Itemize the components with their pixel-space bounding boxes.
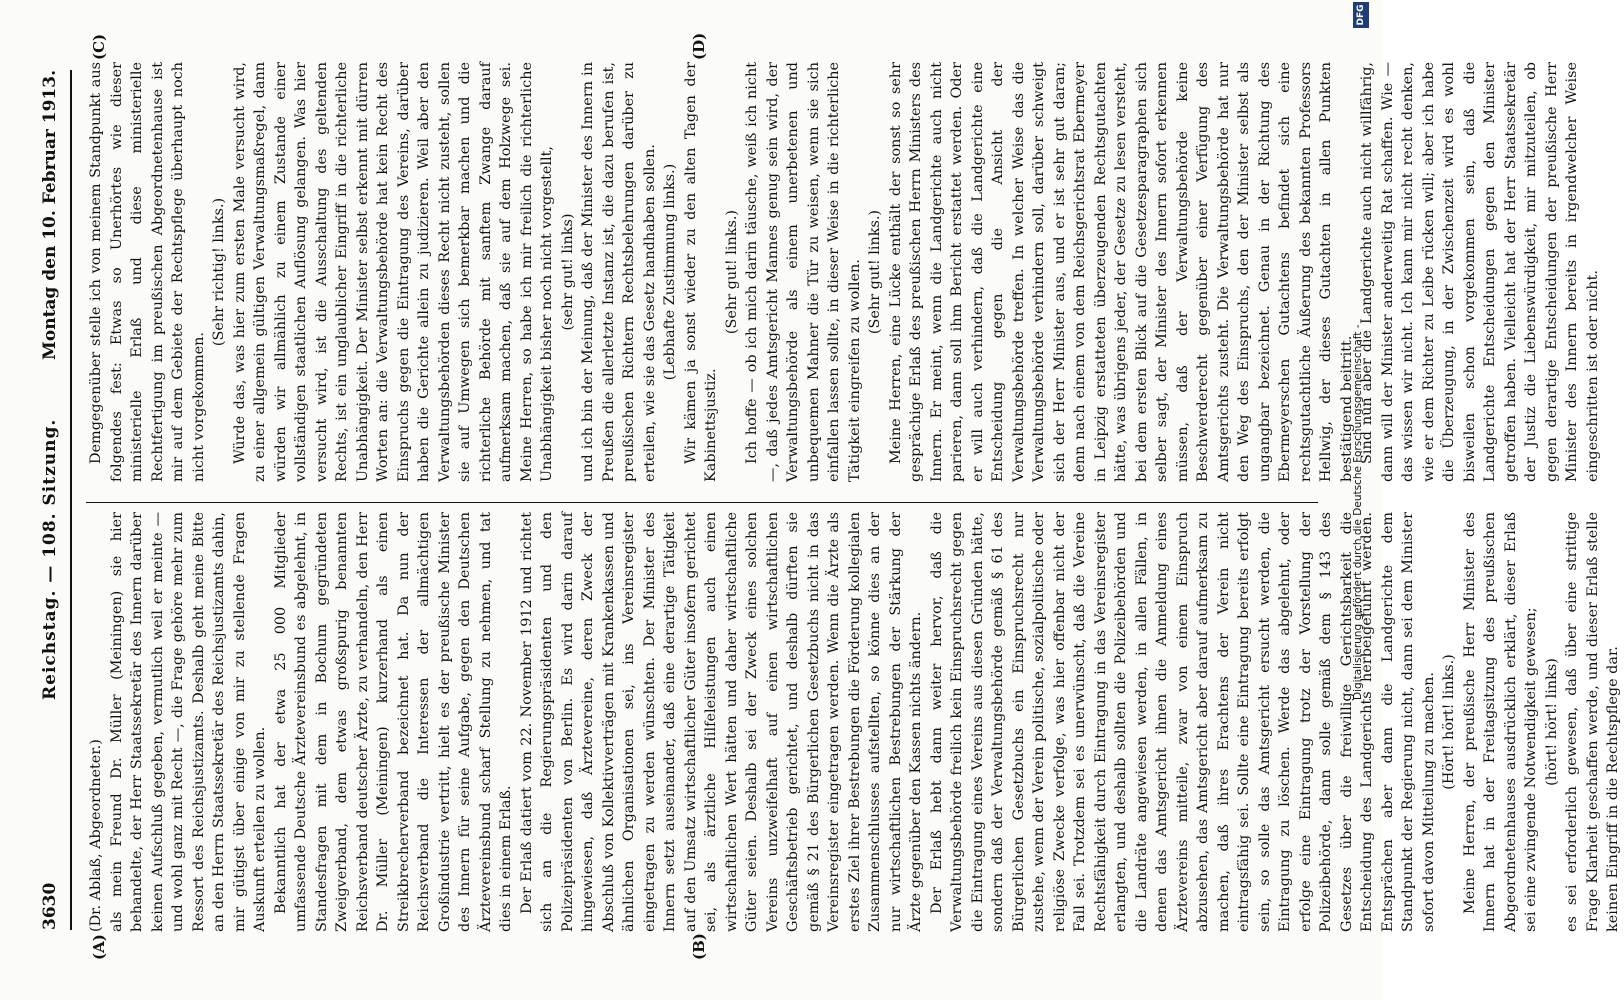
paragraph: und ich bin der Meinung, daß der Minister des Innern in Preußen die allerletzte Instanz ist, die dazu berufen ist, preußischen Richtern Rechtsbelehrungen darüber zu erteilen, wie sie das Gesetz handhaben sollen. bbox=[580, 62, 658, 482]
paragraph: Sind nun aber die Landgerichte auch nicht willfährig, dann will der Minister anderweitig Rat schaffen. Wie — das wissen wir nicht. Ich kann mir nicht recht denken, wie er dem Richter zu Leibe rücken will; aber ich habe die Überzeugung, in der Zwischenzeit wird es wohl bisweilen schon vorgekommen sein, daß die Landgerichte Entscheidungen gegen den Minister getroffen haben. Vielleicht hat der Herr Staatssekretär der Justiz die Liebenswürdigkeit, mir mitzuteilen, ob gegen derartige Entscheidungen der preußische Herr Minister des Innern bereits in irgendwelcher Weise eingeschritten ist oder nicht. bbox=[1359, 62, 1601, 482]
paragraph: Würde das, was hier zum ersten Male versucht wird, zu einer allgemein gültigen Verwaltungsmaßregel, dann würden wir allmählich zu einem Zustande einer vollständigen staatlichen Auflösung gelangen. Was hier versucht wird, ist die Ausschaltung des geltenden Rechts, ist ein unglaublicher Eingriff in die richterliche Unabhängigkeit. Der Minister selbst erkennt mit dürren Worten an: die Verwaltungsbehörde hat kein Recht des Einspruchs gegen die Eintragung des Vereins, darüber haben die Gerichte allein zu judizieren. Weil aber den Verwaltungsbehörden dieses Recht nicht zusteht, sollen sie auf Umwegen sich bemerkbar machen und die richterliche Behörde mit sanftem Zwange darauf aufmerksam machen, daß sie auf dem Holzwege sei. Meine Herren, so habe ich mir freilich die richterliche Unabhängigkeit bisher noch nicht vorgestellt, bbox=[231, 62, 555, 482]
page-number: 3630 bbox=[40, 882, 60, 930]
margin-marker-b: (B) bbox=[690, 933, 708, 960]
page-header bbox=[32, 70, 72, 930]
paragraph: Demgegenüber stelle ich von meinem Standpunkt aus folgendes fest: Etwas so Unerhörtes wie dieser ministerielle Erlaß und diese ministerielle Rechtfertigung im preußischen Abgeordnetenhause ist mir auf dem Gebiete der Rechtspflege überhaupt noch nicht vorgekommen. bbox=[88, 62, 207, 482]
interjection: (hört! hört! links) bbox=[1543, 658, 1560, 786]
session-date: Montag den 10. Februar 1913. bbox=[40, 70, 60, 360]
paragraph: es sei erforderlich gewesen, daß über eine strittige Frage Klarheit geschaffen werde, und dieser Erlaß stelle keinen Eingriff in die Rechtspflege dar. bbox=[1564, 512, 1621, 932]
interjection: (Sehr richtig! links.) bbox=[211, 197, 227, 347]
header-rule bbox=[70, 70, 72, 930]
paragraph: als mein Freund Dr. Müller (Meiningen) sie hier behandelte, der Herr Staatssekretär des Innern darüber keinen Aufschluß gegeben, vermutlich weil er meinte — und wohl ganz mit Recht —, die Frage gehöre mehr zum Ressort des Reichsjustizamts. Deshalb geht meine Bitte an den Herrn Staatssekretär des Reichsjustizamts dahin, mir gütigst über einige von mir zu stellende Fragen Auskunft erteilen zu wollen. bbox=[108, 512, 268, 932]
paragraph: Meine Herren, eine Lücke enthält der sonst so sehr gesprächige Erlaß des preußischen Herrn Ministers des Innern. Er meint, wenn die Landgerichte auch nicht parieren, dann soll ihm Bericht erstattet werden. Oder er will auch verhindern, daß die Landgerichte eine Entscheidung gegen die Ansicht der Verwaltungsbehörde treffen. In welcher Weise das die Verwaltungsbehörde verhindern soll, darüber schweigt sich der Herr Minister aus, und er ist sehr gut daran; denn nach einem von dem Reichsgerichtsrat Ebermeyer in Leipzig erstatteten überzeugenden Rechtsgutachten hätte, was übrigens jeder, der Gesetze zu lesen versteht, bei dem ersten Blick auf die Gesetzesparagraphen sich selber sagt, der Minister des Innern sofort erkennen müssen, daß der Verwaltungsbehörde keine Beschwerderecht gegenüber einer Verfügung des Amtsgerichts zusteht. Die Verwaltungsbehörde hat nur den Weg des Einspruchs, den der Minister selbst als ungangbar bezeichnet. Genau in der Richtung des Ebermeyerschen Gutachtens befindet sich eine rechtsgutachtliche Äußerung des bekannten Professors Hellwig, der dieses Gutachten in allen Punkten bestätigend beitritt. bbox=[887, 62, 1355, 482]
interjection: (Hört! hört! links.) bbox=[1441, 654, 1457, 790]
interjection: (Sehr gut! links.) bbox=[723, 209, 740, 335]
paragraph: Ich hoffe — ob ich mich darin täusche, weiß ich nicht —, daß jedes Amtsgericht Mannes genug sein wird, der Verwaltungsbehörde als einem unerbetenen und unbequemen Mahner die Tür zu weisen, wenn sie sich einfallen lassen sollte, in dieser Weise in die richterliche Tätigkeit eingreifen zu wollen. bbox=[744, 62, 863, 482]
column-divider bbox=[86, 502, 1318, 503]
paragraph: Wir kämen ja sonst wieder zu den alten Tagen der Kabinettsjustiz. bbox=[682, 62, 719, 482]
paragraph: Bekanntlich hat der etwa 25 000 Mitglieder umfassende Deutsche Ärztevereinsbund es abgelehnt, in Standesfragen mit dem in Bochum gegründeten Zweigverband, dem etwas großspurig benannten Reichsverband deutscher Ärzte, zu verhandeln, den Herr Dr. Müller (Meiningen) kurzerhand als einen Streikbrecherverband bezeichnet hat. Da nun der Reichsverband die Interessen der allmächtigen Großindustrie vertritt, hielt es der preußische Minister des Innern für seine Aufgabe, gegen den Deutschen Ärztevereinsbund scharf Stellung zu nehmen, und tat dies in einem Erlaß. bbox=[272, 512, 514, 932]
interjection: (sehr gut! links) bbox=[559, 213, 576, 331]
right-text-column bbox=[86, 62, 1601, 482]
page-title: Reichstag. — 108. Sitzung. bbox=[40, 418, 60, 700]
interjection: (Lebhafte Zustimmung links.) bbox=[662, 163, 678, 381]
paragraph: Der Erlaß datiert vom 22. November 1912 und richtet sich an die Regierungspräsidenten und den Polizeipräsidenten von Berlin. Es wird darin darauf hingewiesen, daß Ärztevereine, deren Zweck der Abschluß von Kollektivverträgen mit Krankenkassen und ähnlichen Organisationen sei, ins Vereinsregister eingetragen zu werden wünschten. Der Minister des Innern setzt auseinander, daß eine derartige Tätigkeit auf den Umsatz wirtschaftlicher Güter insofern gerichtet sei, als ärztliche Hilfeleistungen auch einen wirtschaftlichen Wert hätten und daher wirtschaftliche Güter seien. Deshalb sei der Zweck eines solchen Vereins unzweifelhaft auf einen wirtschaftlichen Geschäftsbetrieb gerichtet, und deshalb dürften sie gemäß § 21 des Bürgerlichen Gesetzbuchs nicht in das Vereinsregister eingetragen werden. Wenn die Ärzte als erstes Ziel ihrer Bestrebungen die Förderung kollegialen Zusammenschlusses aufstellten, so könne dies an der nur wirtschaftlichen Bestrebungen der Stärkung der Ärzte gegenüber den Kassen nichts ändern. bbox=[518, 512, 924, 932]
interjection: (Sehr gut! links.) bbox=[867, 209, 883, 335]
dfg-logo: DFG bbox=[1353, 2, 1369, 28]
margin-marker-d: (D) bbox=[690, 32, 708, 60]
margin-marker-c: (C) bbox=[90, 33, 108, 60]
margin-marker-a: (A) bbox=[90, 934, 108, 960]
speaker-label: (Dr. Ablaß, Abgeordneter.) bbox=[88, 739, 104, 932]
digitization-credit: Digitalisierung gefördert durch die Deutsche Forschungsgemeinschaft - bbox=[1352, 324, 1364, 700]
paragraph: Meine Herren, der preußische Herr Minister des Innern hat in der Freitagsitzung des preußischen Abgeordnetenhauses ausdrücklich erklärt, dieser Erlaß sei eine zwingende Notwendigkeit gewesen; bbox=[1461, 512, 1539, 932]
paragraph: Der Erlaß hebt dann weiter hervor, daß die Verwaltungsbehörde freilich kein Einspruchsrecht gegen die Eintragung eines Vereins aus diesen Gründen hätte, sondern daß der Verwaltungsbehörde gemäß § 61 des Bürgerlichen Gesetzbuchs ein Einspruchsrecht nur zustehe, wenn der Verein politische, sozialpolitische oder religiöse Zwecke verfolge, was hier offenbar nicht der Fall sei. Trotzdem sei es unerwünscht, daß die Vereine Rechtsfähigkeit durch Eintragung in das Vereinsregister erlangten, und deshalb sollten die Polizeibehörden und die Landräte angewiesen werden, in allen Fällen, in denen das Amtsgericht ihnen die Anmeldung eines Ärztevereins mitteile, zwar von einem Einspruch abzusehen, das Amtsgericht aber darauf aufmerksam zu machen, daß ihres Erachtens der Verein nicht eintragsfähig sei. Sollte eine Eintragung bereits erfolgt sein, so solle das Amtsgericht ersucht werden, die Eintragung zu löschen. Werde das abgelehnt, oder erfolge eine Eintragung trotz der Vorstellung der Polizeibehörde, dann solle gemäß dem § 143 des Gesetzes über die freiwillige Gerichtsbarkeit die Entscheidung des Landgerichts herbeigeführt werden. Entsprächen aber dann die Landgerichte dem Standpunkt der Regierung nicht, dann sei dem Minister sofort davon Mitteilung zu machen. bbox=[928, 512, 1437, 932]
